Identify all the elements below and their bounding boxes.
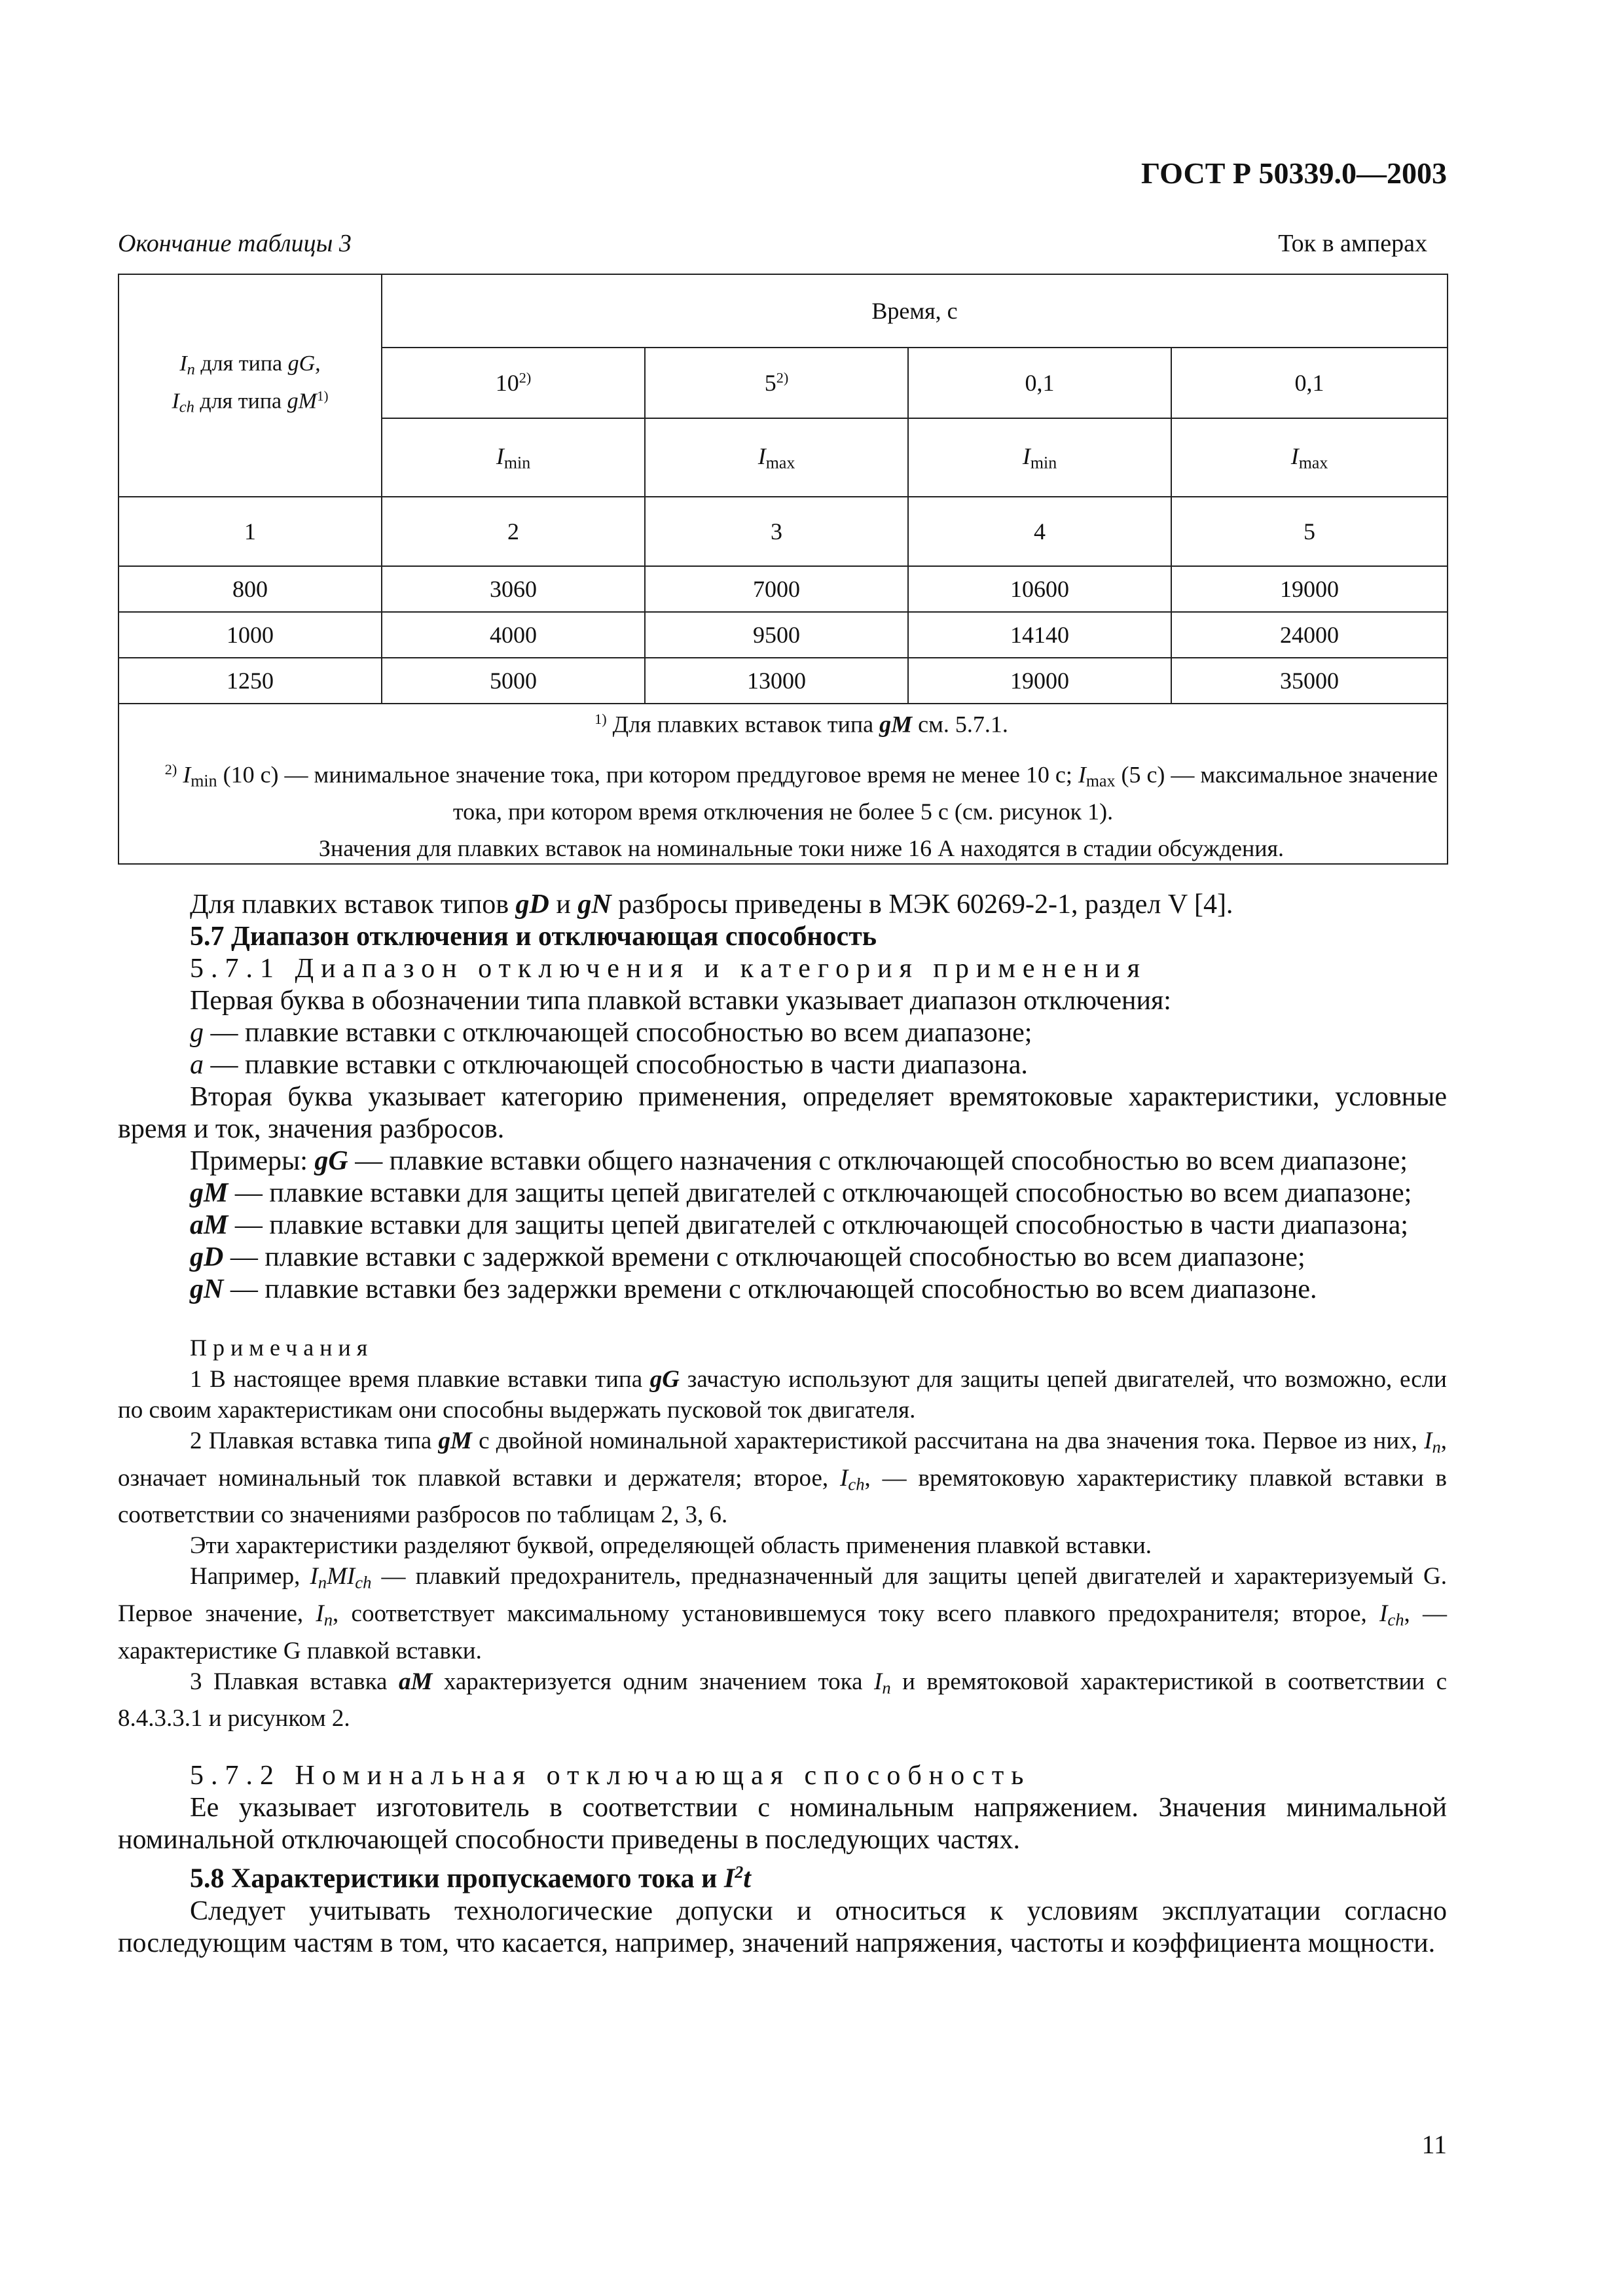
table-units: Ток в амперах (1278, 230, 1427, 257)
column-number: 1 (119, 497, 382, 566)
column-number: 5 (1171, 497, 1448, 566)
note-2: 2 Плавкая вставка типа gM с двойной номинальной характеристикой рассчитана на два значения тока. Первое из них, $I_n$, означает номинальный ток плавкой вставки и держателя; второе, $I_{ch}$, — времятоковую характеристику плавкой вставки в соответствии со значениями разбросов по таблицам 2, 3, 6. (118, 1427, 1448, 1529)
notes-heading: Примечания (190, 1335, 374, 1361)
table-cell: 1250 (119, 658, 382, 704)
example-item: gM — плавкие вставки для защиты цепей двигателей с отключающей способностью во всем диапазоне; (190, 1178, 1412, 1208)
paragraph: Для плавких вставок типов gD и gN разбросы приведены в МЭК 60269-2-1, раздел V [4]. (190, 889, 1233, 920)
row-header-cell: $I_n$ для типа gG, $I_{ch}$ для типа $gM^{1)}$ (119, 274, 382, 497)
column-number: 2 (382, 497, 645, 566)
note-1: 1 В настоящее время плавкие вставки типа gG зачастую используют для защиты цепей двигателей, что возможно, если по своим характеристикам они способны выдержать пусковой ток двигателя. (118, 1366, 1447, 1424)
section-heading: 5.8 Характеристики пропускаемого тока и $I^2t$ (190, 1863, 751, 1894)
table-cell: 1000 (119, 612, 382, 658)
table-cell: 5000 (382, 658, 645, 704)
table-cell: 19000 (908, 658, 1171, 704)
spacer (118, 1734, 1447, 1760)
time-value: 0,1 (1171, 348, 1448, 418)
time-value: 5$^{2)}$ (645, 348, 908, 418)
paragraph: Следует учитывать технологические допуски и относиться к условиям эксплуатации согласно последующим частям в том, что касается, например, значений напряжения, частоты и коэффициента мощности. (118, 1895, 1447, 1958)
table-cell: 35000 (1171, 658, 1448, 704)
example-item: gD — плавкие вставки с задержкой времени с отключающей способностью во всем диапазоне; (190, 1242, 1305, 1272)
table-row (119, 566, 1448, 612)
paragraph: Вторая буква указывает категорию применения, определяет времятоковые характеристики, условные время и ток, значения разбросов. (118, 1082, 1447, 1144)
footnote-1: $^{1)}$ Для плавких вставок типа gM см. 5.7.1. (594, 711, 1008, 738)
limit-header: $I_{min}$ (908, 418, 1171, 497)
paragraph: Ее указывает изготовитель в соответствии с номинальным напряжением. Значения минимальной номинальной отключающей способности приведены в последующих частях. (118, 1793, 1447, 1856)
time-value: 10$^{2)}$ (382, 348, 645, 418)
table-cell: 4000 (382, 612, 645, 658)
table-cell: 10600 (908, 566, 1171, 612)
footnote-2: $^{2)}$ $I_{min}$ (10 с) — минимальное значение тока, при котором преддуговое время не менее 10 с; $I_{max}$ (5 с) — максимальное значение тока, при котором время отключения не более 5 с (см. рисунок 1). (164, 761, 1438, 825)
note-2-example: Например, $I_nMI_{ch}$ — плавкий предохранитель, предназначенный для защиты цепей двигателей и характеризуемый G. Первое значение, $I_n$, соответствует максимальному установившемуся току всего плавкого предохранителя; второе, $I_{ch}$, — характеристике G плавкой вставки. (118, 1563, 1448, 1664)
example-item: gN — плавкие вставки без задержки времени с отключающей способностью во всем диапазоне. (190, 1274, 1317, 1304)
subsection-heading: 5.7.1 Диапазон отключения и категория применения (190, 954, 1147, 984)
table-cell: 13000 (645, 658, 908, 704)
limit-header: $I_{min}$ (382, 418, 645, 497)
column-number: 3 (645, 497, 908, 566)
table-cell: 7000 (645, 566, 908, 612)
time-value: 0,1 (908, 348, 1171, 418)
fuse-current-table (118, 274, 1448, 865)
document-code: ГОСТ Р 50339.0—2003 (1141, 156, 1447, 190)
table-cell: 3060 (382, 566, 645, 612)
subsection-heading: 5.7.2 Номинальная отключающая способность (190, 1761, 1031, 1791)
example-item: aM — плавкие вставки для защиты цепей двигателей с отключающей способностью в части диапазона; (190, 1210, 1408, 1240)
paragraph: g — плавкие вставки с отключающей способностью во всем диапазоне; (190, 1018, 1032, 1048)
column-number: 4 (908, 497, 1171, 566)
time-header: Время, с (382, 274, 1448, 348)
table-cell: 14140 (908, 612, 1171, 658)
note-3: 3 Плавкая вставка aM характеризуется одним значением тока $I_n$ и времятоковой характеристикой в соответствии с 8.4.3.3.1 и рисунком 2. (118, 1668, 1447, 1732)
table-cell: 19000 (1171, 566, 1448, 612)
table-footnotes (119, 704, 1448, 864)
table-cell: 9500 (645, 612, 908, 658)
table-row (119, 612, 1448, 658)
table-cell: 800 (119, 566, 382, 612)
paragraph: a — плавкие вставки с отключающей способностью в части диапазона. (190, 1050, 1028, 1080)
footnote-3: Значения для плавких вставок на номинальные токи ниже 16 А находятся в стадии обсуждения. (318, 835, 1285, 861)
paragraph: Первая буква в обозначении типа плавкой вставки указывает диапазон отключения: (190, 986, 1171, 1016)
section-heading: 5.7 Диапазон отключения и отключающая способность (190, 922, 877, 952)
limit-header: $I_{max}$ (645, 418, 908, 497)
table-cell: 24000 (1171, 612, 1448, 658)
example-item: Примеры: gG — плавкие вставки общего назначения с отключающей способностью во всем диапазоне; (190, 1146, 1408, 1176)
document-page (118, 0, 1447, 2296)
limit-header: $I_{max}$ (1171, 418, 1448, 497)
note-2-text: Эти характеристики разделяют буквой, определяющей область применения плавкой вставки. (190, 1532, 1152, 1560)
document-body (118, 889, 1447, 1960)
page-number: 11 (1421, 2130, 1447, 2159)
table-caption: Окончание таблицы 3 (118, 230, 352, 257)
table-row (119, 658, 1448, 704)
table-caption-row (118, 229, 1447, 268)
